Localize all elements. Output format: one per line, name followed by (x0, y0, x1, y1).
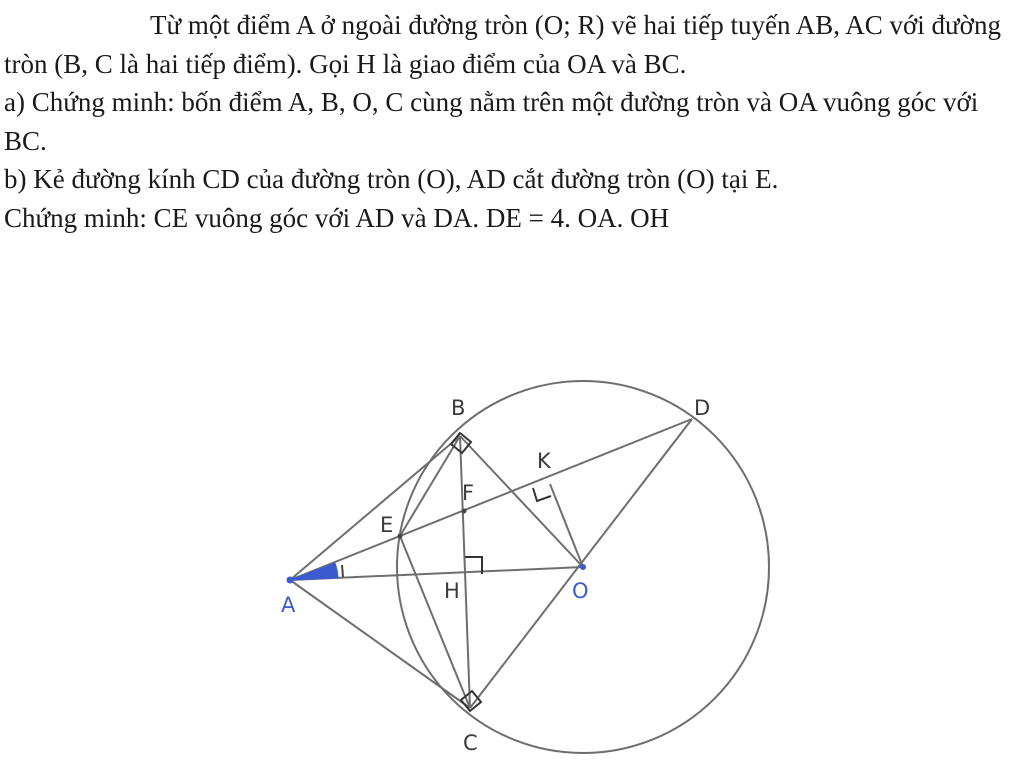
segment-ab (290, 436, 460, 580)
problem-intro: Từ một điểm A ở ngoài đường tròn (O; R) vẽ hai tiếp tuyến AB, AC với đường tròn (B, C là hai tiếp điểm). Gọi H là giao điểm của OA và BC. (4, 10, 1001, 79)
label-b: B (451, 396, 466, 420)
problem-part-a: a) Chứng minh: bốn điểm A, B, O, C cùng nằm trên một đường tròn và OA vuông góc với BC. (4, 87, 979, 156)
segment-ob (460, 436, 583, 567)
point-e (398, 534, 403, 539)
angle-marker-a (290, 563, 338, 580)
right-angle-marker-k (533, 488, 551, 501)
label-a: A (281, 593, 296, 617)
point-a (287, 577, 294, 584)
problem-part-b-line-2: Chứng minh: CE vuông góc với AD và DA. DE = 4. OA. OH (4, 202, 670, 233)
label-c: C (463, 731, 478, 755)
point-f (462, 509, 467, 514)
label-d: D (694, 396, 711, 420)
segment-eb (400, 436, 460, 536)
label-e: E (380, 513, 394, 537)
point-o (580, 564, 586, 570)
angle-tick-a (342, 565, 343, 577)
label-f: F (462, 481, 475, 505)
problem-part-b-line-1: b) Kẻ đường kính CD của đường tròn (O), AD cắt đường tròn (O) tại E. (4, 164, 779, 194)
label-o: O (572, 579, 589, 603)
segment-ad (290, 419, 692, 580)
label-k: K (537, 449, 551, 473)
segment-ok (550, 484, 583, 567)
label-h: H (444, 579, 460, 603)
